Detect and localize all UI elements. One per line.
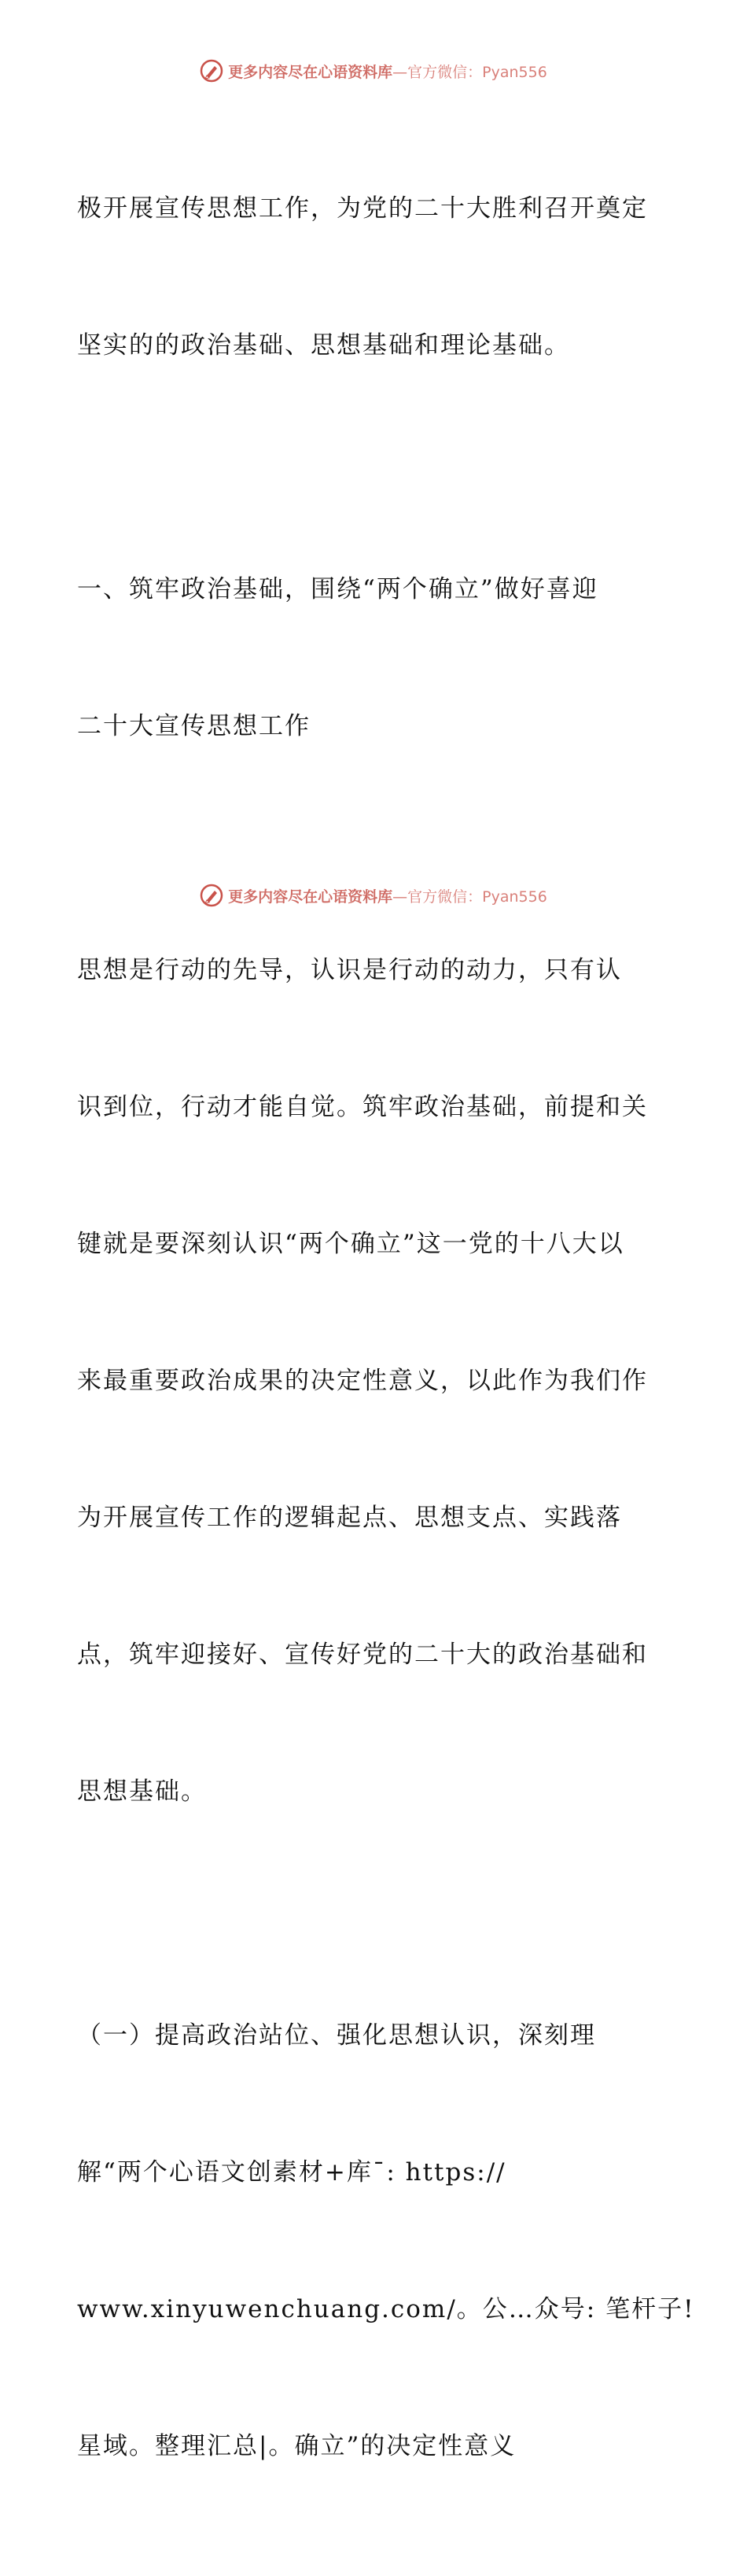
page-footer <box>0 880 747 911</box>
text-line: 点，筑牢迎接好、宣传好党的二十大的政治基础和 <box>77 1640 648 1669</box>
header-brand <box>200 59 547 83</box>
text-line: 二十大宣传思想工作 <box>77 712 311 740</box>
paragraph-2 <box>77 856 675 1906</box>
text-line: 来最重要政治成果的决定性意义，以此作为我们作 <box>77 1367 648 1395</box>
text-line: 坚实的的政治基础、思想基础和理论基础。 <box>77 331 570 360</box>
footer-brand <box>200 884 547 907</box>
footer-brand-rest: —官方微信：Pyan556 <box>392 888 547 906</box>
text-line: 思想是行动的先导，认识是行动的动力，只有认 <box>77 956 622 984</box>
text-line: （一）提高政治站位、强化思想认识，深刻理 <box>77 2021 596 2050</box>
text-line: 键就是要深刻认识“两个确立”这一党的十八大以 <box>77 1230 624 1258</box>
pen-logo-icon <box>200 59 223 83</box>
section-heading <box>77 475 675 840</box>
header-brand-rest: —官方微信：Pyan556 <box>392 63 547 81</box>
text-line: www.xinyuwenchuang.com/。公…众号: 笔杆子! <box>77 2295 695 2323</box>
pen-logo-icon <box>200 884 223 907</box>
text-line: 为开展宣传工作的逻辑起点、思想支点、实践落 <box>77 1504 622 1532</box>
footer-brand-text <box>228 885 547 906</box>
text-line: 一、筑牢政治基础，围绕“两个确立”做好喜迎 <box>77 575 598 603</box>
text-line: 星域。整理汇总|。确立”的决定性意义 <box>77 2432 517 2460</box>
text-line: 解“两个心语文创素材+库¯: https:// <box>77 2158 506 2187</box>
paragraph-1 <box>77 94 675 459</box>
header-brand-bold: 更多内容尽在心语资料库 <box>228 63 393 81</box>
footer-brand-bold: 更多内容尽在心语资料库 <box>228 888 393 906</box>
header-brand-text <box>228 61 547 82</box>
text-line: 思想基础。 <box>77 1777 207 1806</box>
subsection-paragraph <box>77 1921 695 2560</box>
text-line: 识到位，行动才能自觉。筑牢政治基础，前提和关 <box>77 1093 648 1121</box>
document-body <box>77 94 695 2576</box>
page-header <box>0 55 747 87</box>
text-line: 极开展宣传思想工作，为党的二十大胜利召开奠定 <box>77 194 648 223</box>
